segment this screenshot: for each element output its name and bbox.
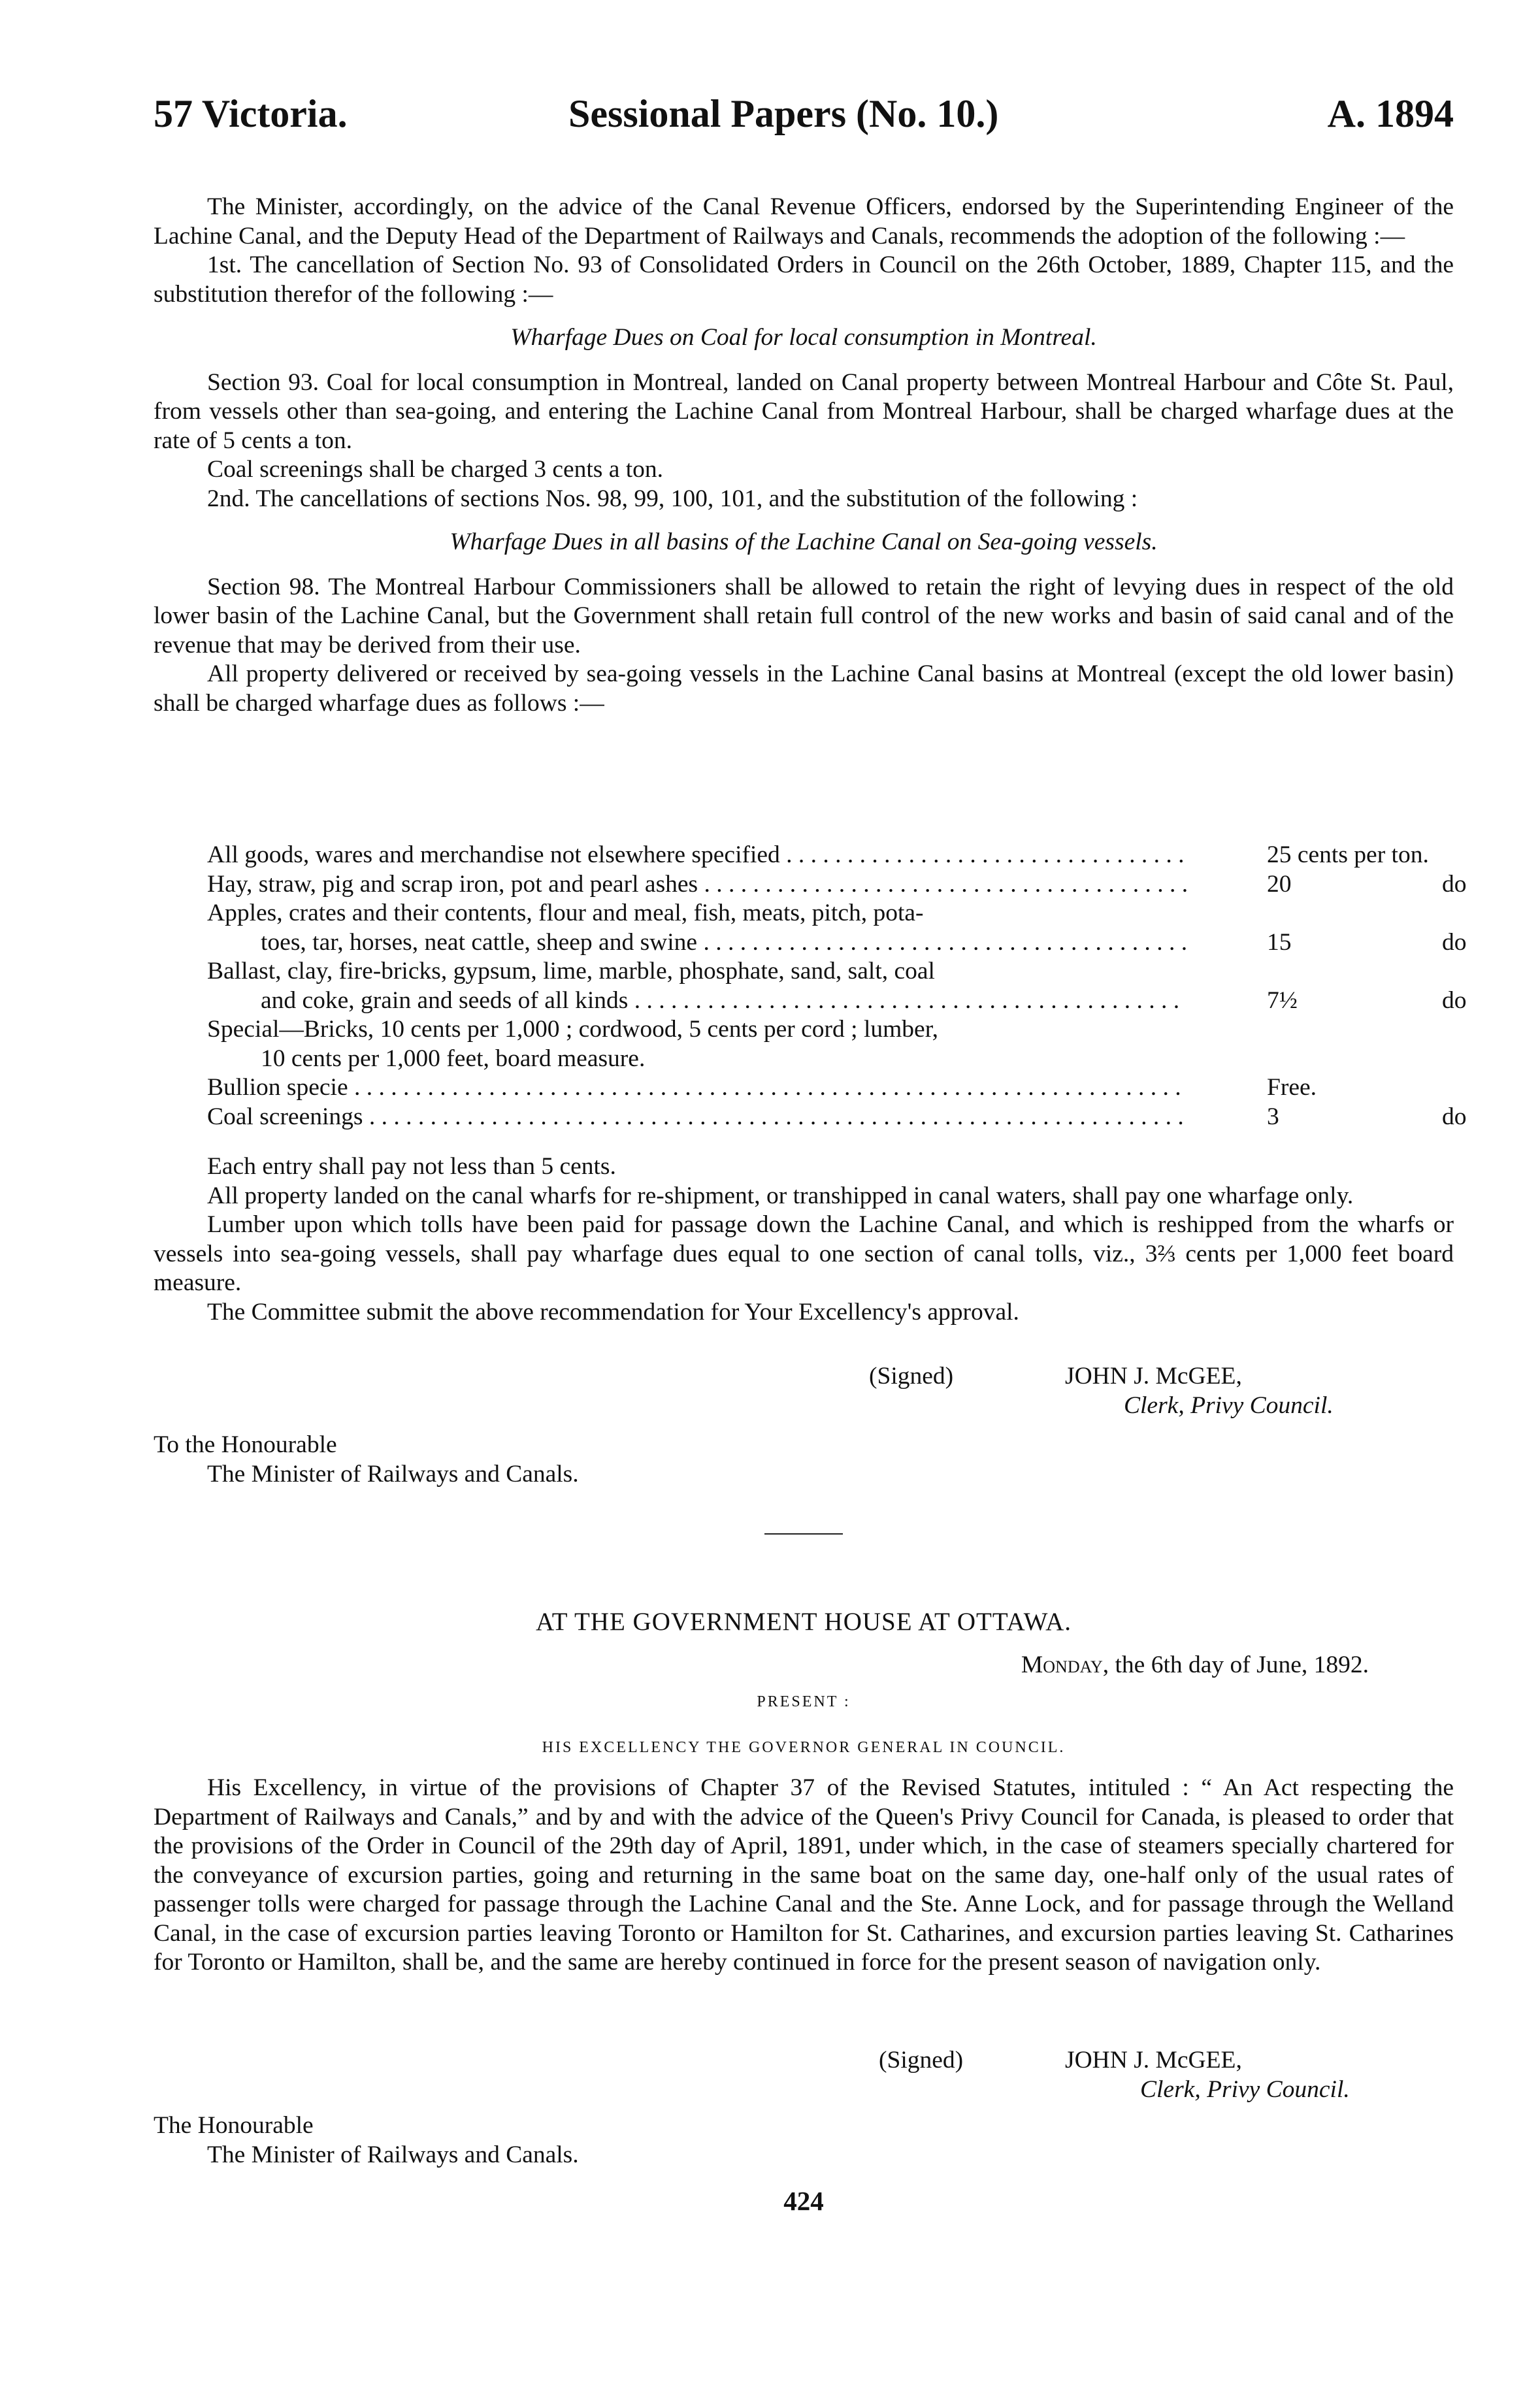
paragraph: Section 98. The Montreal Harbour Commissioners shall be allowed to retain the right of levying dues in respect of the old lower basin of the Lachine Canal, but the Government shall retain full control of the new works and basin of said canal and of the revenue that may be derived from their use. <box>154 573 1454 659</box>
section-heading: Wharfage Dues in all basins of the Lachine Canal on Sea-going vessels. <box>450 529 1158 555</box>
rate-item: Hay, straw, pig and scrap iron, pot and pearl ashes . . . <box>207 870 1187 900</box>
rate-item: and coke, grain and seeds of all kinds . . . <box>261 986 1187 1016</box>
rate-amount: 7½ <box>1267 986 1298 1014</box>
rate-amount: 15 <box>1267 928 1292 956</box>
signatory-title: Clerk, Privy Council. <box>1140 2076 1350 2103</box>
rate-item: Coal screenings . . . <box>207 1103 1187 1132</box>
body-section-1 <box>154 193 1454 718</box>
order-heading: AT THE GOVERNMENT HOUSE AT OTTAWA. <box>535 1608 1072 1636</box>
council-label: HIS EXCELLENCY THE GOVERNOR GENERAL IN COUNCIL. <box>542 1739 1066 1756</box>
wharfage-rate-table <box>207 841 1467 1131</box>
address-line: The Minister of Railways and Canals. <box>207 1461 579 1488</box>
rate-item: All goods, wares and merchandise not elsewhere specified . . . <box>207 841 1187 870</box>
page-number: 424 <box>783 2186 824 2216</box>
paragraph: All property delivered or received by sea-going vessels in the Lachine Canal basins at Montreal (except the old lower basin) shall be charged wharfage dues as follows :— <box>154 660 1454 717</box>
address-line: The Honourable <box>154 2112 314 2139</box>
section-heading: Wharfage Dues on Coal for local consumption in Montreal. <box>510 324 1097 351</box>
rate-row <box>207 1073 1396 1103</box>
rate-item: Ballast, clay, fire-bricks, gypsum, lime, marble, phosphate, sand, salt, coal <box>207 958 935 984</box>
address-line: To the Honourable <box>154 1431 337 1458</box>
signatory-title: Clerk, Privy Council. <box>1124 1392 1334 1419</box>
rate-unit: do <box>1442 928 1467 956</box>
paragraph: All property landed on the canal wharfs for re-shipment, or transhipped in canal waters, shall pay one wharfage only. <box>207 1182 1354 1209</box>
paragraph: The Committee submit the above recommendation for Your Excellency's approval. <box>207 1298 1019 1326</box>
rate-row <box>207 986 1467 1016</box>
paragraph: 2nd. The cancellations of sections Nos. 98, 99, 100, 101, and the substitution of the following : <box>207 485 1138 512</box>
rate-row <box>207 1103 1467 1132</box>
address-line: The Minister of Railways and Canals. <box>207 2141 579 2168</box>
rate-amount: 20 <box>1267 870 1292 898</box>
rate-row <box>207 899 1396 928</box>
header-right: A. 1894 <box>1327 92 1454 135</box>
body-section-2 <box>154 1152 1454 1327</box>
rate-row <box>207 870 1467 900</box>
rate-row <box>207 928 1467 958</box>
header-left: 57 Victoria. <box>154 92 348 135</box>
document-page <box>154 0 1467 2408</box>
rate-unit: do <box>1442 1103 1467 1130</box>
signed-label: (Signed) <box>869 1363 954 1390</box>
paragraph: 1st. The cancellation of Section No. 93 of Consolidated Orders in Council on the 26th October, 1889, Chapter 115, and the substitution therefor of the following :— <box>154 252 1454 308</box>
rate-row <box>207 841 1429 870</box>
paragraph: Section 93. Coal for local consumption in Montreal, landed on Canal property between Montreal Harbour and Côte St. Paul, from vessels other than sea-going, and entering the Lachine Canal from Montreal Harbour, shall be charged wharfage dues at the rate of 5 cents a ton. <box>154 368 1454 454</box>
rate-unit: do <box>1442 986 1467 1014</box>
paragraph: Lumber upon which tolls have been paid for passage down the Lachine Canal, and which is reshipped from the wharfs or vessels into sea-going vessels, shall pay wharfage dues equal to one section of canal tolls, viz., 3⅔ cents per 1,000 feet board measure. <box>154 1211 1454 1296</box>
date-day: Monday <box>1021 1651 1103 1678</box>
rate-amount: 25 cents per ton. <box>1267 841 1429 868</box>
signed-label: (Signed) <box>879 2047 964 2074</box>
date-rest: , the 6th day of June, 1892. <box>1102 1651 1369 1678</box>
running-header <box>154 91 1454 150</box>
rate-item: 10 cents per 1,000 feet, board measure. <box>261 1045 646 1072</box>
rate-row <box>207 1015 1396 1045</box>
paragraph: His Excellency, in virtue of the provisions of Chapter 37 of the Revised Statutes, intituled : “ An Act respecting the Department of Railways and Canals,” and by and with the advice of the Queen's Privy Council for Canada, is pleased to order that the provisions of the Order in Council of the 29th day of April, 1891, under which, in the case of steamers specially chartered for the conveyance of excursion parties, going and returning in the same boat on the same day, one-half only of the usual rates of passenger tolls were charged for passage through the Lachine Canal and the Ste. Anne Lock, and for passage through the Welland Canal, in the case of excursion parties leaving Toronto or Hamilton for St. Catharines, and excursion parties leaving St. Catharines for Toronto or Hamilton, shall be, and the same are hereby continued in force for the present season of navigation only. <box>154 1774 1454 1976</box>
rate-item: toes, tar, horses, neat cattle, sheep and swine . . . <box>261 928 1187 958</box>
header-center: Sessional Papers (No. 10.) <box>568 92 999 135</box>
rate-amount: Free. <box>1267 1074 1317 1101</box>
paragraph: The Minister, accordingly, on the advice of the Canal Revenue Officers, endorsed by the Superintending Engineer of the Lachine Canal, and the Deputy Head of the Department of Railways and Canals, recommends the adoption of the following :— <box>154 193 1454 250</box>
signatory-name: JOHN J. McGEE, <box>1065 1363 1242 1390</box>
rate-row <box>207 1045 1396 1074</box>
rate-item: Bullion specie . . . <box>207 1073 1187 1103</box>
rate-row <box>207 957 1396 986</box>
order-body <box>154 1774 1454 1977</box>
rate-item: Apples, crates and their contents, flour and meal, fish, meats, pitch, pota- <box>207 900 924 926</box>
present-label: PRESENT : <box>757 1693 851 1710</box>
section-divider <box>764 1533 843 1535</box>
paragraph: Each entry shall pay not less than 5 cents. <box>207 1153 616 1180</box>
paragraph: Coal screenings shall be charged 3 cents a ton. <box>207 456 664 483</box>
signatory-name: JOHN J. McGEE, <box>1065 2047 1242 2074</box>
rate-item: Special—Bricks, 10 cents per 1,000 ; cordwood, 5 cents per cord ; lumber, <box>207 1016 939 1043</box>
rate-amount: 3 <box>1267 1103 1279 1130</box>
order-date <box>1021 1651 1369 1679</box>
rate-unit: do <box>1442 870 1467 898</box>
